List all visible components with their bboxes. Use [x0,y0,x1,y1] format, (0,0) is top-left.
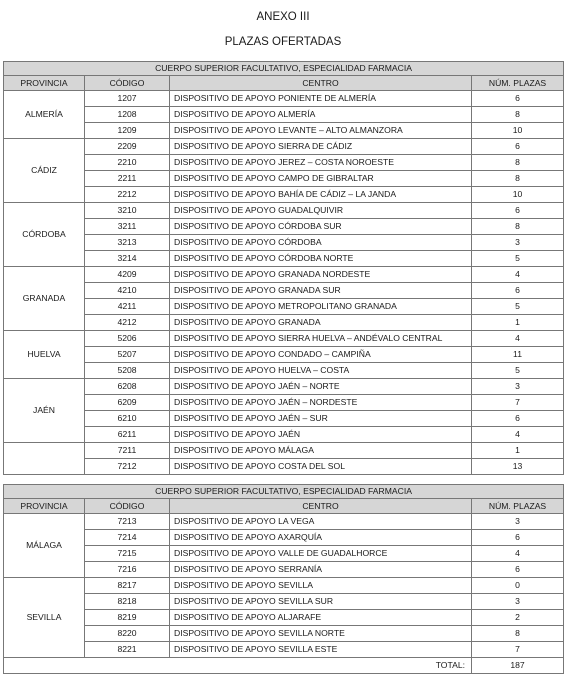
places-cell: 6 [472,530,564,546]
places-cell: 7 [472,395,564,411]
code-cell: 1207 [85,91,170,107]
center-cell: DISPOSITIVO DE APOYO SIERRA DE CÁDIZ [170,139,472,155]
code-cell: 5208 [85,363,170,379]
places-cell: 8 [472,626,564,642]
province-cell: SEVILLA [4,578,85,658]
table-header-row [4,76,564,91]
code-cell: 3210 [85,203,170,219]
table-row [4,395,564,411]
code-cell: 7215 [85,546,170,562]
places-cell: 8 [472,155,564,171]
places-cell: 6 [472,562,564,578]
table-row [4,610,564,626]
places-cell: 7 [472,642,564,658]
total-value: 187 [472,658,564,674]
province-cell: MÁLAGA [4,514,85,578]
code-cell: 8219 [85,610,170,626]
center-cell: DISPOSITIVO DE APOYO GUADALQUIVIR [170,203,472,219]
center-cell: DISPOSITIVO DE APOYO SERRANÍA [170,562,472,578]
places-cell: 0 [472,578,564,594]
table-row [4,107,564,123]
places-cell: 5 [472,251,564,267]
center-cell: DISPOSITIVO DE APOYO METROPOLITANO GRANADA [170,299,472,315]
center-cell: DISPOSITIVO DE APOYO CÓRDOBA [170,235,472,251]
code-cell: 4210 [85,283,170,299]
table-row [4,91,564,107]
code-cell: 6211 [85,427,170,443]
code-cell: 8218 [85,594,170,610]
table-row [4,203,564,219]
table-row [4,594,564,610]
places-cell: 6 [472,139,564,155]
places-cell: 10 [472,123,564,139]
table-row [4,347,564,363]
table-row [4,514,564,530]
code-cell: 4209 [85,267,170,283]
code-cell: 6208 [85,379,170,395]
column-header-center: CENTRO [170,76,472,91]
code-cell: 7214 [85,530,170,546]
table-row [4,331,564,347]
table-row [4,427,564,443]
center-cell: DISPOSITIVO DE APOYO ALMERÍA [170,107,472,123]
table-row [4,363,564,379]
places-cell: 4 [472,267,564,283]
province-cell: HUELVA [4,331,85,379]
places-cell: 4 [472,331,564,347]
center-cell: DISPOSITIVO DE APOYO JAÉN – SUR [170,411,472,427]
table-row [4,219,564,235]
province-cell: JAÉN [4,379,85,443]
code-cell: 1209 [85,123,170,139]
places-table-2 [3,484,564,674]
code-cell: 2212 [85,187,170,203]
table-row [4,562,564,578]
center-cell: DISPOSITIVO DE APOYO PONIENTE DE ALMERÍA [170,91,472,107]
center-cell: DISPOSITIVO DE APOYO LEVANTE – ALTO ALMANZORA [170,123,472,139]
code-cell: 2209 [85,139,170,155]
center-cell: DISPOSITIVO DE APOYO CONDADO – CAMPIÑA [170,347,472,363]
places-cell: 4 [472,546,564,562]
places-cell: 11 [472,347,564,363]
code-cell: 5206 [85,331,170,347]
code-cell: 3214 [85,251,170,267]
column-header-code: CÓDIGO [85,76,170,91]
table-section-band [4,485,564,499]
places-cell: 10 [472,187,564,203]
places-cell: 8 [472,219,564,235]
code-cell: 8220 [85,626,170,642]
center-cell: DISPOSITIVO DE APOYO VALLE DE GUADALHORCE [170,546,472,562]
code-cell: 7212 [85,459,170,475]
center-cell: DISPOSITIVO DE APOYO SEVILLA ESTE [170,642,472,658]
table-row [4,642,564,658]
code-cell: 5207 [85,347,170,363]
table-row [4,187,564,203]
code-cell: 4212 [85,315,170,331]
center-cell: DISPOSITIVO DE APOYO GRANADA [170,315,472,331]
column-header-places: NÚM. PLAZAS [472,76,564,91]
center-cell: DISPOSITIVO DE APOYO JAÉN [170,427,472,443]
code-cell: 1208 [85,107,170,123]
table-row [4,578,564,594]
center-cell: DISPOSITIVO DE APOYO GRANADA NORDESTE [170,267,472,283]
code-cell: 3211 [85,219,170,235]
places-cell: 3 [472,235,564,251]
province-cell: GRANADA [4,267,85,331]
total-row [4,658,564,674]
center-cell: DISPOSITIVO DE APOYO SIERRA HUELVA – ANDÉVALO CENTRAL [170,331,472,347]
center-cell: DISPOSITIVO DE APOYO LA VEGA [170,514,472,530]
column-header-province: PROVINCIA [4,76,85,91]
province-cell: ALMERÍA [4,91,85,139]
places-cell: 6 [472,91,564,107]
places-cell: 6 [472,283,564,299]
province-cell [4,443,85,475]
code-cell: 7211 [85,443,170,459]
section-band-label: CUERPO SUPERIOR FACULTATIVO, ESPECIALIDAD FARMACIA [4,485,564,499]
code-cell: 2211 [85,171,170,187]
table-row [4,546,564,562]
table-row [4,411,564,427]
center-cell: DISPOSITIVO DE APOYO AXARQUÍA [170,530,472,546]
center-cell: DISPOSITIVO DE APOYO COSTA DEL SOL [170,459,472,475]
table-row [4,299,564,315]
table-row [4,283,564,299]
places-cell: 8 [472,107,564,123]
table-row [4,171,564,187]
document-subtitle: PLAZAS OFERTADAS [224,36,342,48]
table-row [4,315,564,331]
places-cell: 2 [472,610,564,626]
table-row [4,379,564,395]
code-cell: 7213 [85,514,170,530]
table-row [4,123,564,139]
code-cell: 7216 [85,562,170,578]
center-cell: DISPOSITIVO DE APOYO MÁLAGA [170,443,472,459]
center-cell: DISPOSITIVO DE APOYO SEVILLA NORTE [170,626,472,642]
places-cell: 8 [472,171,564,187]
column-header-places: NÚM. PLAZAS [472,499,564,514]
center-cell: DISPOSITIVO DE APOYO JAÉN – NORDESTE [170,395,472,411]
table-row [4,626,564,642]
table-row [4,251,564,267]
code-cell: 4211 [85,299,170,315]
section-band-label: CUERPO SUPERIOR FACULTATIVO, ESPECIALIDAD FARMACIA [4,62,564,76]
province-cell: CÓRDOBA [4,203,85,267]
table-row [4,267,564,283]
annex-title: ANEXO III [256,11,310,23]
center-cell: DISPOSITIVO DE APOYO SEVILLA SUR [170,594,472,610]
province-cell: CÁDIZ [4,139,85,203]
places-cell: 1 [472,443,564,459]
table-section-band [4,62,564,76]
code-cell: 6210 [85,411,170,427]
table-row [4,459,564,475]
center-cell: DISPOSITIVO DE APOYO CAMPO DE GIBRALTAR [170,171,472,187]
table-row [4,443,564,459]
code-cell: 3213 [85,235,170,251]
places-cell: 4 [472,427,564,443]
center-cell: DISPOSITIVO DE APOYO JAÉN – NORTE [170,379,472,395]
code-cell: 8221 [85,642,170,658]
places-cell: 3 [472,514,564,530]
places-cell: 6 [472,411,564,427]
center-cell: DISPOSITIVO DE APOYO ALJARAFE [170,610,472,626]
table-row [4,235,564,251]
places-cell: 5 [472,299,564,315]
places-table-1 [3,61,564,475]
center-cell: DISPOSITIVO DE APOYO SEVILLA [170,578,472,594]
column-header-center: CENTRO [170,499,472,514]
table-row [4,155,564,171]
table-header-row [4,499,564,514]
table-row [4,530,564,546]
places-cell: 3 [472,379,564,395]
places-cell: 13 [472,459,564,475]
center-cell: DISPOSITIVO DE APOYO GRANADA SUR [170,283,472,299]
center-cell: DISPOSITIVO DE APOYO CÓRDOBA NORTE [170,251,472,267]
table-row [4,139,564,155]
column-header-province: PROVINCIA [4,499,85,514]
total-label: TOTAL: [4,658,472,674]
center-cell: DISPOSITIVO DE APOYO BAHÍA DE CÁDIZ – LA JANDA [170,187,472,203]
center-cell: DISPOSITIVO DE APOYO CÓRDOBA SUR [170,219,472,235]
code-cell: 8217 [85,578,170,594]
center-cell: DISPOSITIVO DE APOYO JEREZ – COSTA NOROESTE [170,155,472,171]
places-cell: 3 [472,594,564,610]
places-cell: 5 [472,363,564,379]
code-cell: 6209 [85,395,170,411]
center-cell: DISPOSITIVO DE APOYO HUELVA – COSTA [170,363,472,379]
code-cell: 2210 [85,155,170,171]
places-cell: 1 [472,315,564,331]
column-header-code: CÓDIGO [85,499,170,514]
places-cell: 6 [472,203,564,219]
